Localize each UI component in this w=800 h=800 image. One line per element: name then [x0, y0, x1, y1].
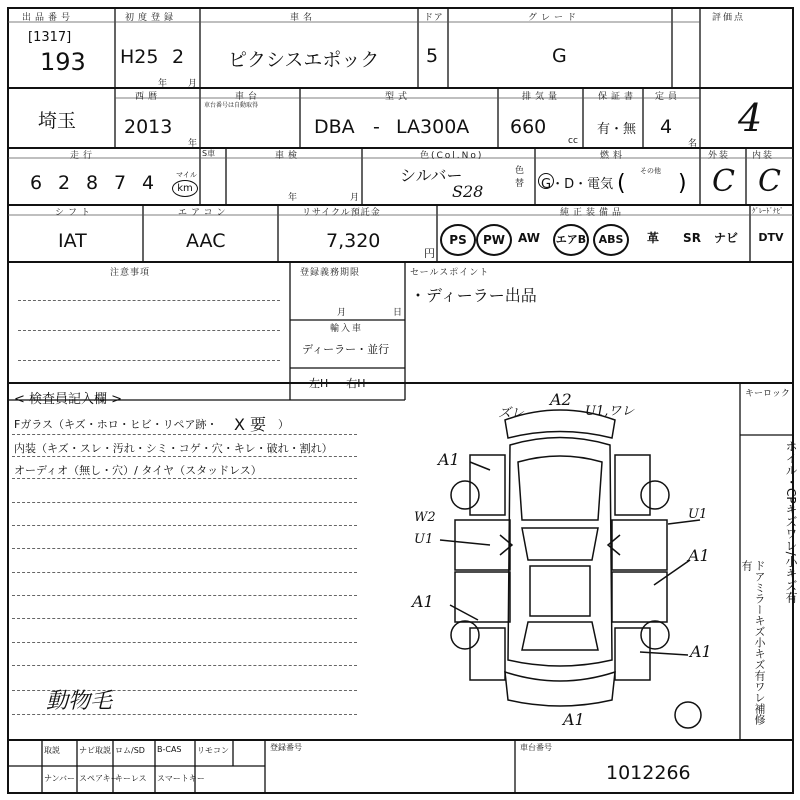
mileage-digit: 6: [30, 172, 43, 194]
displacement-label: 排気量: [522, 92, 562, 102]
first-reg-month: 2: [172, 46, 185, 68]
fuel-label: 燃料: [600, 151, 627, 161]
warranty-label: 保証書: [598, 92, 638, 102]
reg-expiry-day: 日: [393, 308, 403, 318]
shift: IAT: [58, 230, 87, 252]
footer-item: リモコン: [197, 746, 229, 755]
shift-label: シフト: [55, 208, 95, 218]
mark-a1-left: A1: [412, 592, 434, 611]
model-year: 2013: [124, 116, 173, 138]
footer-item: スペアキー: [79, 774, 119, 783]
footer-item: 取説: [44, 746, 60, 755]
model-code: LA300A: [396, 116, 470, 138]
mileage-digit: 4: [142, 172, 155, 194]
inspector-line3: オーディオ（無し・穴）/ タイヤ（スタッドレス）: [14, 464, 262, 477]
month-unit: 月: [188, 79, 198, 89]
model-year-label: 西暦: [135, 92, 162, 102]
year-unit: 年: [158, 79, 168, 89]
color-change-label: 色替: [515, 166, 525, 189]
inspection-label: 車検: [275, 151, 302, 161]
legend-p-kizu: Pキズ: [784, 496, 798, 528]
inspection-year: 年: [288, 193, 298, 203]
color-label: 色(Col.No): [420, 151, 484, 161]
km-unit-circled: km: [172, 180, 198, 197]
inspector-line2: 内装（キズ・スレ・汚れ・シミ・コゲ・穴・キレ・破れ・割れ）: [14, 442, 333, 455]
displacement: 660: [510, 116, 547, 138]
mark-a1-rear-right: A1: [690, 642, 712, 661]
equipment-5: 革: [646, 231, 659, 245]
first-reg-era: H25: [120, 46, 159, 68]
cc-unit: cc: [568, 136, 578, 146]
sharyo-label: S車: [202, 149, 216, 158]
mark-w2: W2: [414, 510, 436, 525]
mileage-digit: 2: [58, 172, 71, 194]
recycle-amount: 7,320: [326, 230, 381, 252]
equipment-3: エアB: [553, 224, 589, 256]
footer-item: ロム/SD: [115, 746, 145, 755]
keyless-label: キーロック: [745, 389, 790, 399]
footer-item: スマートキー: [157, 774, 205, 783]
model-code-label: 型式: [385, 92, 412, 102]
int-rating: C: [758, 164, 781, 199]
legend-small-kizu: 小キズ有: [784, 555, 798, 604]
car-name: ピクシスエポック: [228, 49, 380, 71]
svg-text:(: (: [617, 171, 626, 196]
equipment-2: AW: [518, 231, 540, 245]
footer-item: B-CAS: [157, 745, 182, 754]
footer-item: ナビ取説: [79, 746, 111, 755]
equipment-7: ナビ: [713, 231, 738, 245]
model-sep: -: [373, 116, 380, 138]
mark-a1-right: A1: [688, 546, 710, 565]
color-code: S28: [452, 182, 484, 201]
warranty: 有・無: [597, 122, 637, 137]
legend-wheel: ホイル・C: [784, 440, 798, 497]
sales-point: ・ディーラー出品: [410, 286, 537, 305]
lot-ref: [1317]: [28, 30, 72, 45]
mark-zure: ズレ: [498, 406, 525, 421]
capacity-label: 定員: [655, 92, 682, 102]
mileage-label: 走行: [70, 151, 97, 161]
legend-mirror: ドアミラーキズ: [753, 560, 766, 637]
inspector-line1-mark: X 要: [234, 415, 267, 434]
equipment-label: 純正装備品: [560, 208, 626, 218]
side-legend-2: [742, 560, 766, 735]
mileage-digit: 7: [114, 172, 127, 194]
legend-repair: 補修有: [740, 560, 766, 725]
lot-label: 出品番号: [22, 13, 75, 23]
import-value: ディーラー・並行: [302, 343, 390, 356]
mark-a1-rear: A1: [563, 710, 585, 729]
footer-item: ナンバー: [44, 774, 76, 783]
caution-label: 注意事項: [110, 268, 151, 278]
sales-point-label: セールスポイント: [410, 268, 490, 278]
frame-no-label: 車台番号: [520, 743, 552, 752]
fuel-options: G・D・電気: [541, 177, 614, 192]
grade: G: [552, 45, 567, 67]
recycle-label: リサイクル預託金: [302, 208, 381, 218]
inspector-line1: Fガラス（キズ・ホロ・ヒビ・リペア跡・: [14, 418, 218, 431]
doors-label: ドア: [424, 13, 444, 23]
mark-a2: A2: [550, 390, 572, 409]
import-label: 輸入車: [330, 324, 364, 334]
rank-value: 4: [738, 96, 763, 140]
car-name-label: 車名: [290, 13, 317, 23]
equipment-last-label: ｸﾞﾚｰﾄﾞﾅﾋﾞ: [752, 207, 784, 215]
mark-a1-front: A1: [438, 450, 460, 469]
frame-number: 1012266: [606, 762, 691, 784]
legend-small-kizu-2: 小キズ有: [753, 637, 766, 681]
recycle-unit: 円: [424, 247, 435, 260]
ac-label: エアコン: [178, 208, 230, 218]
legend-ware-2: ワレ: [753, 681, 766, 703]
chassis-label: 車台: [235, 92, 262, 102]
ac: AAC: [186, 230, 226, 252]
footer-item: キーレス: [115, 774, 147, 783]
inspector-line1-end: ）: [278, 418, 289, 431]
mile-unit: マイル: [176, 171, 197, 179]
legend-slash: /: [784, 551, 798, 556]
model-prefix: DBA: [314, 116, 355, 138]
mark-u1-left: U1: [414, 532, 434, 547]
rank-label: 評価点: [712, 13, 746, 23]
color: シルバー: [400, 166, 463, 185]
lot-number: 193: [40, 48, 86, 76]
region: 埼玉: [38, 110, 77, 132]
handwritten-note: 動物毛: [46, 689, 113, 714]
equipment-0: PS: [440, 224, 476, 256]
svg-text:): ): [678, 171, 687, 196]
equipment-4: ABS: [593, 224, 629, 256]
inspector-title: < 検査員記入欄 >: [14, 392, 123, 407]
inspection-month: 月: [350, 193, 360, 203]
model-year-unit: 年: [188, 139, 198, 149]
legend-ware: ワレ: [784, 527, 798, 552]
mark-u1-right: U1: [688, 507, 708, 522]
capacity-unit: 名: [688, 139, 698, 149]
mark-u1-ware: U1,ワレ: [585, 404, 635, 419]
handle-value: 左H ・ 右H: [309, 377, 366, 390]
equipment-1: PW: [476, 224, 512, 256]
reg-expiry-label: 登録義務期限: [300, 268, 361, 278]
capacity: 4: [660, 116, 673, 138]
ext-rating: C: [712, 164, 735, 199]
fuel-other: その他: [640, 167, 661, 175]
reg-expiry-month: 月: [337, 308, 347, 318]
equipment-8: DTV: [758, 231, 784, 244]
first-reg-label: 初度登録: [125, 13, 178, 23]
chassis-sub: 車台番号は自動取得: [204, 102, 259, 109]
doors: 5: [426, 45, 439, 67]
grade-label: グレード: [528, 13, 581, 23]
equipment-6: SR: [683, 231, 701, 245]
reg-no-label: 登録番号: [270, 743, 302, 752]
ext-label: 外装: [708, 151, 731, 161]
int-label: 内装: [752, 151, 775, 161]
mileage-digit: 8: [86, 172, 99, 194]
